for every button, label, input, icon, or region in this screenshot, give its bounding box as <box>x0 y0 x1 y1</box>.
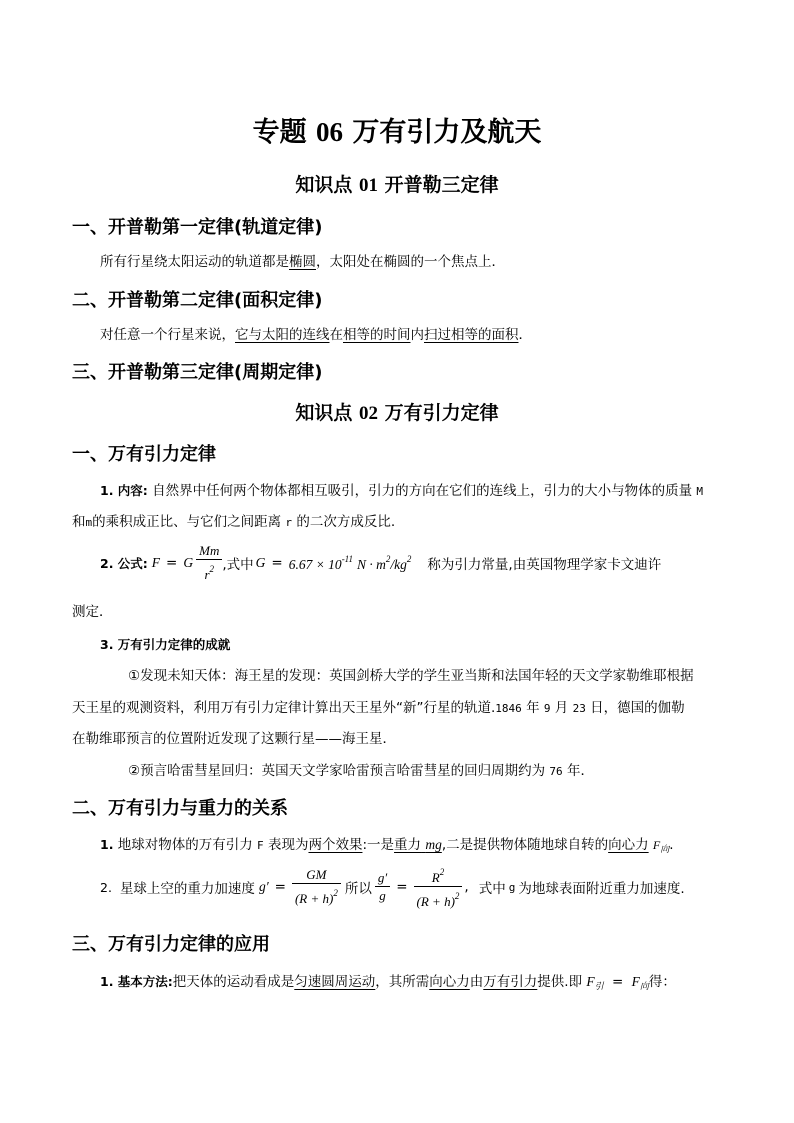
knowledge-point-heading: 知识点 02 万有引力定律 <box>295 402 499 424</box>
paragraph: ①发现未知天体：海王星的发现：英国剑桥大学的学生亚当斯和法国年轻的天文学家勒维耶根据 <box>128 668 694 684</box>
paragraph: 1. 基本方法:把天体的运动看成是匀速圆周运动，其所需向心力由万有引力提供.即 $F_引 = F_向$得： <box>100 974 676 991</box>
section-heading: 三、开普勒第三定律(周期定律) <box>72 362 323 383</box>
blank-answer: 匀速圆周运动 <box>294 974 376 990</box>
paragraph: 和m的乘积成正比、与它们之间距离 r 的二次方成反比. <box>72 514 396 530</box>
section-heading: 一、万有引力定律 <box>72 444 216 465</box>
blank-answer: 重力 mg <box>394 837 442 853</box>
paragraph: 所有行星绕太阳运动的轨道都是椭圆，太阳处在椭圆的一个焦点上． <box>100 254 505 270</box>
paragraph: 1. 地球对物体的万有引力 F 表现为两个效果:一是重力 mg,二是提供物体随地球自转的向心力 $F_向$. <box>100 837 674 854</box>
blank-answer: 向心力 <box>429 974 470 990</box>
blank-answer: 相等的时间 <box>343 327 411 343</box>
blank-answer: 两个效果 <box>308 837 363 853</box>
subheading: 3. 万有引力定律的成就 <box>100 637 231 652</box>
section-heading: 三、万有引力定律的应用 <box>72 934 270 955</box>
paragraph: 1. 内容: 自然界中任何两个物体都相互吸引，引力的方向在它们的连线上，引力的大小与物体的质量 M <box>100 483 704 499</box>
fraction: $\frac{GM}{(R + h)^2}$ <box>292 867 341 908</box>
section-heading: 一、开普勒第一定律(轨道定律) <box>72 217 323 238</box>
blank-answer: 它与太阳的连线 <box>235 327 330 343</box>
blank-answer: 向心力 <box>608 837 649 853</box>
fraction: $\frac{g'}{g}$ <box>375 870 390 905</box>
fraction: $\frac{R^2}{(R + h)^2}$ <box>414 864 463 911</box>
knowledge-point-heading: 知识点 01 开普勒三定律 <box>295 174 499 196</box>
formula-line: 2. 星球上空的重力加速度 g′ = $\frac{GM}{(R + h)^2}$ 所以 $\frac{g'}{g}$ = $\frac{R^2}{(R + h)^2}$ , 式中 g 为地球表面附近重力加速度. <box>100 862 685 912</box>
section-heading: 二、万有引力与重力的关系 <box>72 798 288 819</box>
paragraph: 对任意一个行星来说，它与太阳的连线在相等的时间内扫过相等的面积． <box>100 327 532 343</box>
blank-answer: 椭圆 <box>289 254 316 270</box>
paragraph: 天王星的观测资料，利用万有引力定律计算出天王星外“新”行星的轨道.1846 年 9 月 23 日，德国的伽勒 <box>72 700 685 716</box>
paragraph: 测定． <box>72 604 113 620</box>
blank-answer: 扫过相等的面积 <box>424 327 519 343</box>
paragraph: 在勒维耶预言的位置附近发现了这颗行星——海王星． <box>72 731 396 747</box>
fraction: $\frac{Mm}{r^2}$ <box>196 543 222 584</box>
page-title: 专题 06 万有引力及航天 <box>252 117 542 148</box>
blank-answer: 万有引力 <box>483 974 538 990</box>
section-heading: 二、开普勒第二定律(面积定律) <box>72 290 323 311</box>
formula-line: 2. 公式: F = G $\frac{Mm}{r^2}$ ,式中 G = $6.67 \times 10^{-11}$ $N \cdot m^2/kg^2$ 称为引力常量,由英国物理学家卡文迪许 <box>100 542 662 582</box>
paragraph: ②预言哈雷彗星回归：英国天文学家哈雷预言哈雷彗星的回归周期约为 76 年． <box>128 763 594 779</box>
